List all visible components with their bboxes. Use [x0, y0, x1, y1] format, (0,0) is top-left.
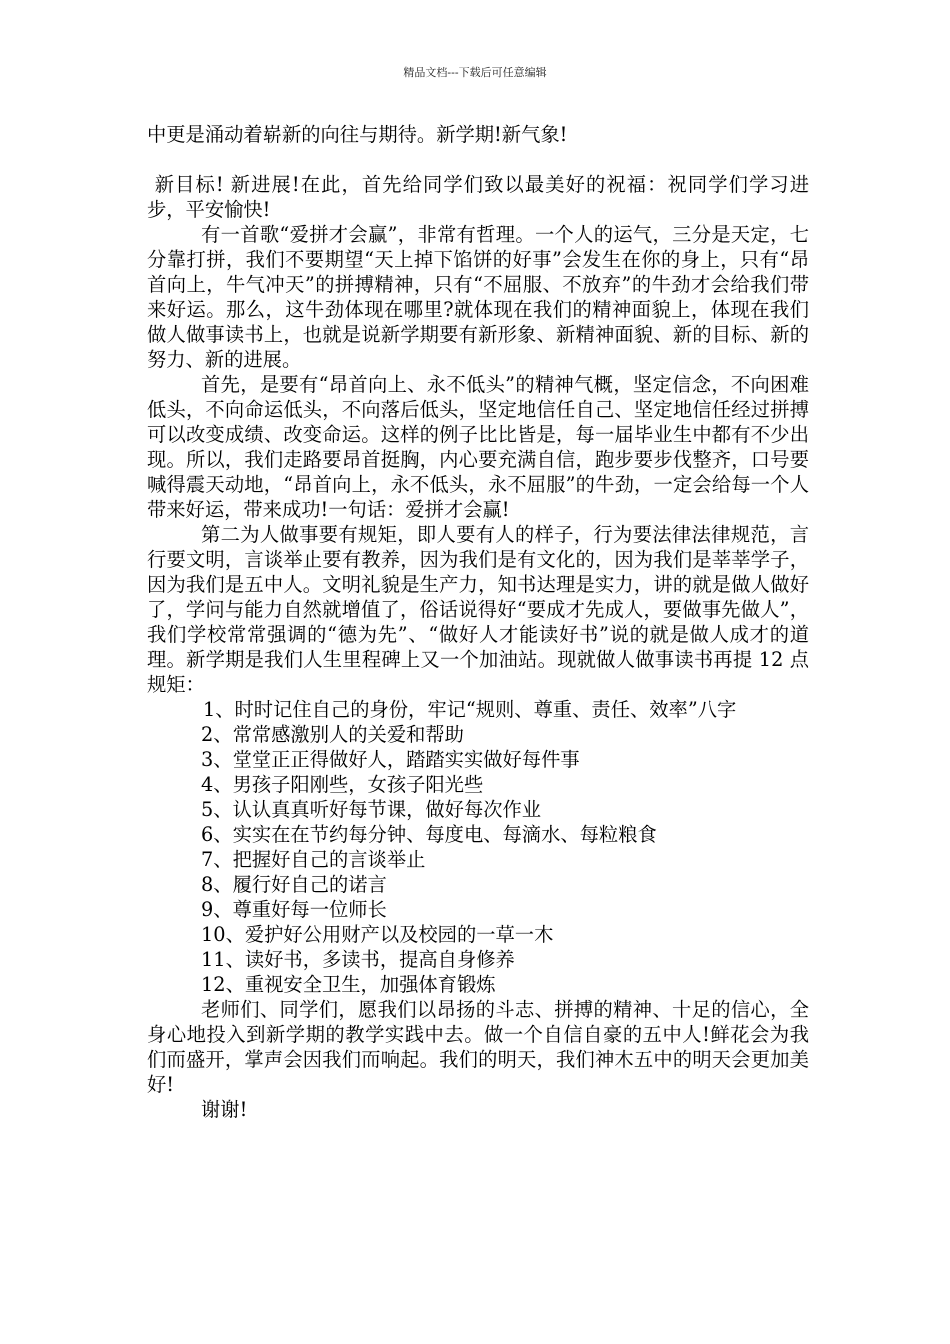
- rule-item: 4、男孩子阳刚些，女孩子阳光些: [201, 773, 484, 796]
- rule-item: 9、尊重好每一位师长: [201, 898, 387, 921]
- paragraph-closing: 老师们、同学们，愿我们以昂扬的斗志、拼搏的精神、十足的信心，全身心地投入到新学期的教学实践中去。做一个自信自豪的五中人!鲜花会为我们而盛开，掌声会因我们而响起。我们的明天，我们神木五中的明天会更加美好!: [147, 998, 809, 1096]
- page-header: 精品文档---下载后可任意编辑: [403, 66, 547, 79]
- rule-item: 11、读好书，多读书，提高自身修养: [201, 948, 515, 971]
- rule-item: 12、重视安全卫生，加强体育锻炼: [201, 973, 496, 996]
- paragraph-opening: 中更是涌动着崭新的向往与期待。新学期!新气象!: [147, 123, 568, 146]
- rule-item: 2、常常感激别人的关爱和帮助: [201, 723, 464, 746]
- rule-item: 3、堂堂正正得做好人，踏踏实实做好每件事: [201, 748, 580, 771]
- paragraph-second-point: 第二为人做事要有规矩，即人要有人的样子，行为要法律法律规范，言行要文明，言谈举止要有教养，因为我们是有文化的，因为我们是莘莘学子，因为我们是五中人。文明礼貌是生产力，知书达理是实力，讲的就是做人做好了，学问与能力自然就增值了，俗话说得好“要成才先成人，要做事先做人”，我们学校常常强调的“德为先”、“做好人才能读好书”说的就是做人成才的道理。新学期是我们人生里程碑上又一个加油站。现就做人做事读书再提 12 点规矩：: [147, 523, 809, 696]
- rule-item: 10、爱护好公用财产以及校园的一草一木: [201, 923, 554, 946]
- rule-item: 6、实实在在节约每分钟、每度电、每滴水、每粒粮食: [201, 823, 657, 846]
- paragraph-first-point: 首先，是要有“昂首向上、永不低头”的精神气概，坚定信念，不向困难低头，不向命运低头，不向落后低头，坚定地信任自己、坚定地信任经过拼搏可以改变成绩、改变命运。这样的例子比比皆是，每一届毕业生中都有不少出现。所以，我们走路要昂首挺胸，内心要充满自信，跑步要步伐整齐，口号要喊得震天动地，“昂首向上，永不低头，永不屈服”的牛劲，一定会给每一个人带来好运，带来成功!一句话：爱拼才会赢!: [147, 373, 809, 521]
- paragraph-thanks: 谢谢!: [201, 1098, 248, 1121]
- paragraph-song: 有一首歌“爱拼才会赢”，非常有哲理。一个人的运气，三分是天定，七分靠打拼，我们不要期望“天上掉下馅饼的好事”会发生在你的身上，只有“昂首向上，牛气冲天”的拼搏精神，只有“不屈服、不放弃”的牛劲才会给我们带来好运。那么，这牛劲体现在哪里?就体现在我们的精神面貌上，体现在我们做人做事读书上，也就是说新学期要有新形象、新精神面貌、新的目标、新的努力、新的进展。: [147, 223, 809, 371]
- rule-item: 1、时时记住自己的身份，牢记“规则、尊重、责任、效率”八字: [202, 698, 737, 721]
- rules-list: [147, 697, 809, 997]
- rule-item: 8、履行好自己的诺言: [201, 873, 387, 896]
- rule-item: 7、把握好自己的言谈举止: [201, 848, 426, 871]
- document-body: [147, 122, 809, 1122]
- paragraph-greeting: 新目标! 新进展!在此，首先给同学们致以最美好的祝福：祝同学们学习进步，平安愉快!: [147, 173, 809, 221]
- rule-item: 5、认认真真听好每节课，做好每次作业: [201, 798, 542, 821]
